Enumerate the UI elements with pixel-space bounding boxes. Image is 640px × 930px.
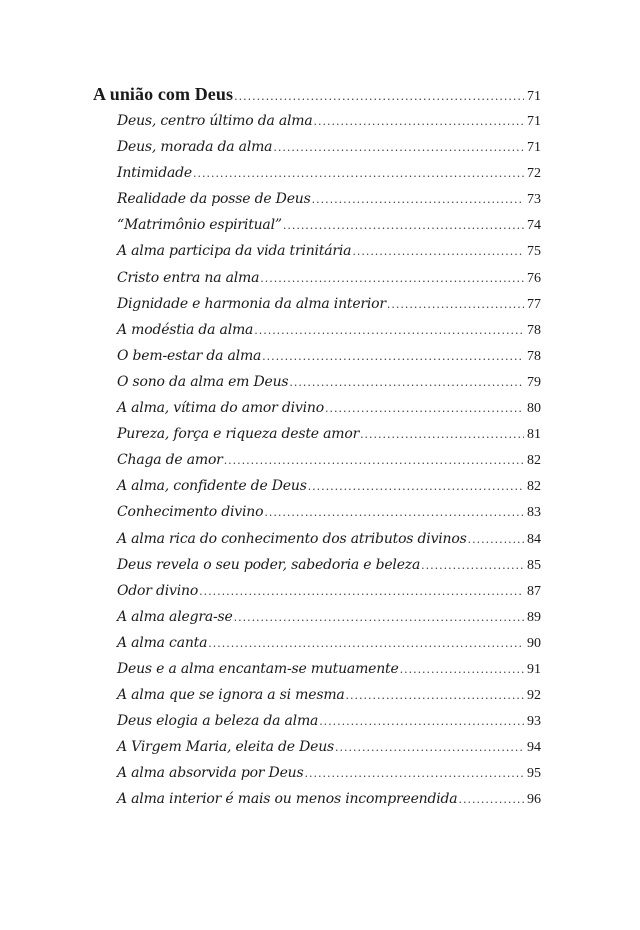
dot-leader [325,402,524,415]
chapter-page-number: 71 [527,89,541,104]
toc-entry [93,609,541,635]
entry-title: Chaga de amor [117,452,223,469]
toc-entry [93,322,541,348]
entry-page-number: 79 [527,374,541,390]
entry-title: Realidade da posse de Deus [117,191,311,208]
chapter-title: A união com Deus [93,84,234,104]
dot-leader [260,272,524,285]
entry-title: Dignidade e harmonia da alma interior [117,295,386,312]
entry-page-number: 83 [527,505,541,521]
dot-leader [346,689,524,702]
entry-title: A alma, vítima do amor divino [117,400,324,417]
toc-entry [93,400,541,426]
chapter-heading [93,84,541,111]
toc-entries [93,113,541,818]
dot-leader [308,480,524,493]
entry-title: O sono da alma em Deus [117,373,289,390]
toc-entry [93,661,541,687]
table-of-contents [93,84,541,818]
toc-entry [93,243,541,269]
entry-page-number: 94 [527,740,541,756]
toc-entry [93,687,541,713]
entry-page-number: 87 [527,583,541,599]
dot-leader [199,585,524,598]
entry-page-number: 72 [527,166,541,182]
toc-entry [93,478,541,504]
entry-title: Intimidade [117,165,192,182]
entry-page-number: 71 [527,114,541,129]
toc-entry [93,504,541,530]
entry-page-number: 89 [527,609,541,625]
entry-title: Cristo entra na alma [117,269,260,286]
entry-page-number: 93 [527,714,541,730]
entry-title: Deus elogia a beleza da alma [117,713,319,730]
entry-title: A Virgem Maria, eleita de Deus [117,739,335,756]
entry-page-number: 78 [527,322,541,338]
toc-entry [93,531,541,557]
toc-entry [93,270,541,296]
entry-title: Deus, centro último da alma [117,113,313,129]
dot-leader [387,298,524,311]
dot-leader [421,559,524,572]
toc-entry [93,713,541,739]
toc-entry [93,374,541,400]
dot-leader [319,715,524,728]
entry-title: A alma absorvida por Deus [117,765,304,782]
entry-title: Pureza, força e riqueza deste amor [117,426,360,443]
entry-page-number: 92 [527,688,541,704]
toc-entry [93,739,541,765]
toc-entry [93,139,541,165]
entry-title: “Matrimônio espiritual” [117,217,282,234]
toc-entry [93,113,541,139]
dot-leader [283,219,524,232]
dot-leader [335,741,524,754]
entry-page-number: 96 [527,792,541,808]
entry-page-number: 85 [527,557,541,573]
dot-leader [193,167,524,180]
toc-entry [93,296,541,322]
toc-entry [93,217,541,243]
entry-page-number: 91 [527,661,541,677]
dot-leader [304,767,524,780]
dot-leader [273,141,524,154]
dot-leader [400,663,524,676]
entry-title: A alma interior é mais ou menos incompreendida [117,791,458,808]
toc-entry [93,348,541,374]
entry-title: A alma rica do conhecimento dos atributos divinos [117,530,467,547]
dot-leader [352,245,524,258]
entry-title: A alma, confidente de Deus [117,478,307,495]
entry-title: O bem-estar da alma [117,347,262,364]
toc-entry [93,452,541,478]
dot-leader [312,193,524,206]
toc-entry [93,583,541,609]
dot-leader [468,533,524,546]
entry-page-number: 76 [527,270,541,286]
dot-leader [314,115,524,128]
dot-leader [264,506,524,519]
entry-page-number: 95 [527,766,541,782]
entry-title: Deus revela o seu poder, sabedoria e beleza [117,556,421,573]
dot-leader [360,428,524,441]
entry-page-number: 81 [527,427,541,443]
entry-title: Odor divino [117,582,199,599]
entry-title: A alma participa da vida trinitária [117,243,352,260]
toc-entry [93,765,541,791]
entry-page-number: 74 [527,218,541,234]
entry-page-number: 77 [527,296,541,312]
dot-leader [234,611,524,624]
entry-page-number: 82 [527,479,541,495]
dot-leader [234,90,524,103]
entry-page-number: 71 [527,140,541,156]
entry-title: A alma que se ignora a si mesma [117,687,345,704]
entry-page-number: 73 [527,192,541,208]
entry-page-number: 90 [527,635,541,651]
toc-entry [93,557,541,583]
entry-page-number: 80 [527,401,541,417]
dot-leader [224,454,524,467]
toc-entry [93,791,541,817]
entry-title: Conhecimento divino [117,504,264,521]
entry-title: Deus, morada da alma [117,139,273,156]
dot-leader [262,350,524,363]
entry-page-number: 75 [527,244,541,260]
toc-entry [93,426,541,452]
entry-title: A alma alegra-se [117,608,233,625]
entry-title: Deus e a alma encantam-se mutuamente [117,660,399,677]
entry-title: A alma canta [117,634,208,651]
entry-page-number: 78 [527,348,541,364]
dot-leader [254,324,524,337]
dot-leader [289,376,524,389]
toc-entry [93,635,541,661]
dot-leader [458,793,524,806]
entry-page-number: 82 [527,453,541,469]
entry-title: A modéstia da alma [117,321,254,338]
toc-entry [93,191,541,217]
dot-leader [208,637,524,650]
toc-entry [93,165,541,191]
entry-page-number: 84 [527,531,541,547]
